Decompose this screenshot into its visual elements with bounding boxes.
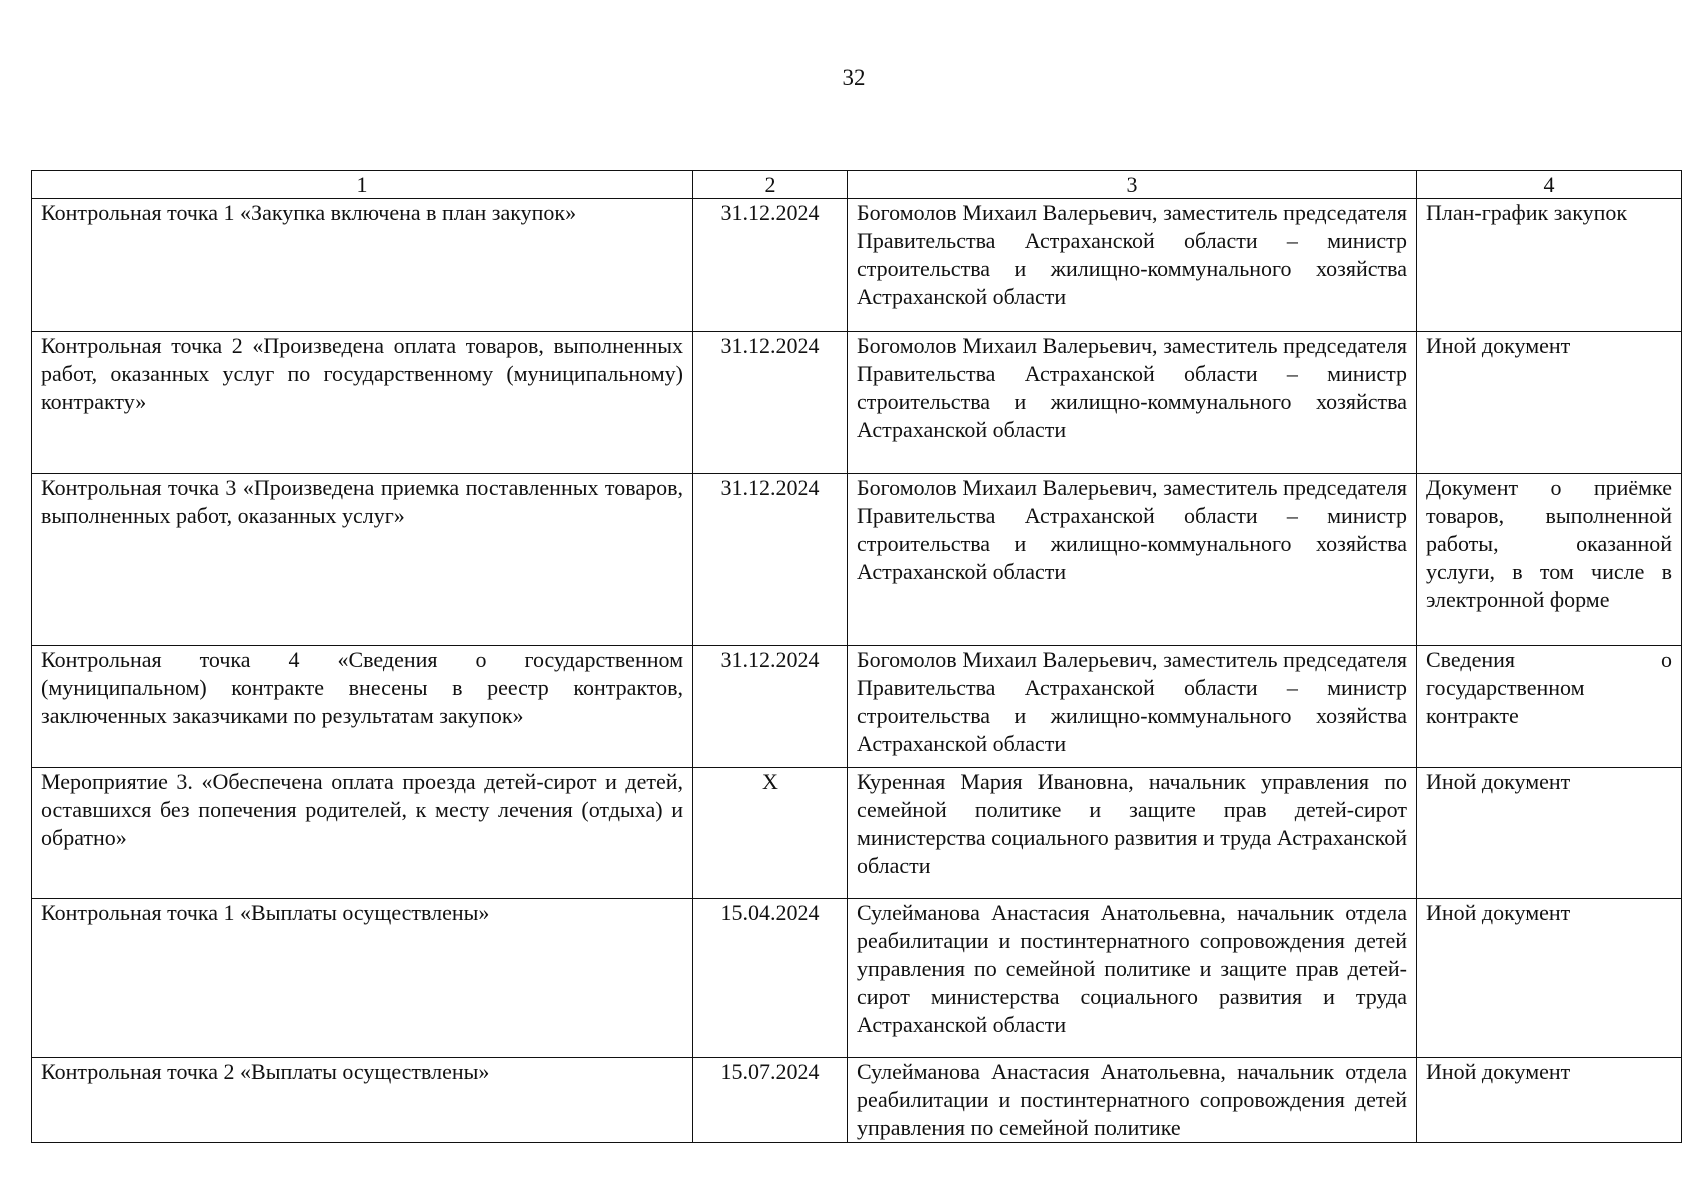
table-row [32,332,1682,474]
cell-date: X [693,768,848,899]
table-row [32,1058,1682,1143]
cell-document: Иной документ [1417,1058,1682,1143]
table-row [32,768,1682,899]
cell-name: Контрольная точка 1 «Закупка включена в план закупок» [32,199,693,332]
cell-name: Контрольная точка 1 «Выплаты осуществлены» [32,899,693,1058]
table-row [32,474,1682,646]
cell-document: Сведения о государственном контракте [1417,646,1682,768]
cell-document: Иной документ [1417,768,1682,899]
cell-name: Контрольная точка 2 «Произведена оплата товаров, выполненных работ, оказанных услуг по государственному (муниципальному) контракту» [32,332,693,474]
cell-responsible: Богомолов Михаил Валерьевич, заместитель председателя Правительства Астраханской области – министр строительства и жилищно-коммунального хозяйства Астраханской области [848,332,1417,474]
cell-name: Мероприятие 3. «Обеспечена оплата проезда детей-сирот и детей, оставшихся без попечения родителей, к месту лечения (отдыха) и обратно» [32,768,693,899]
column-header-2: 2 [693,171,848,199]
cell-date: 31.12.2024 [693,332,848,474]
cell-date: 31.12.2024 [693,646,848,768]
control-points-table [31,170,1682,1143]
cell-document: Иной документ [1417,332,1682,474]
column-header-4: 4 [1417,171,1682,199]
cell-name: Контрольная точка 4 «Сведения о государственном (муниципальном) контракте внесены в реестр контрактов, заключенных заказчиками по результатам закупок» [32,646,693,768]
cell-date: 15.04.2024 [693,899,848,1058]
column-header-1: 1 [32,171,693,199]
cell-document: План-график закупок [1417,199,1682,332]
cell-name: Контрольная точка 3 «Произведена приемка поставленных товаров, выполненных работ, оказанных услуг» [32,474,693,646]
cell-name: Контрольная точка 2 «Выплаты осуществлены» [32,1058,693,1143]
table-header-row [32,171,1682,199]
cell-document: Документ о приёмке товаров, выполненной работы, оказанной услуги, в том числе в электронной форме [1417,474,1682,646]
cell-date: 31.12.2024 [693,199,848,332]
cell-document: Иной документ [1417,899,1682,1058]
cell-responsible: Куренная Мария Ивановна, начальник управления по семейной политике и защите прав детей-сирот министерства социального развития и труда Астраханской области [848,768,1417,899]
table-row [32,899,1682,1058]
cell-responsible: Сулейманова Анастасия Анатольевна, начальник отдела реабилитации и постинтернатного сопровождения детей управления по семейной политике [848,1058,1417,1143]
cell-responsible: Богомолов Михаил Валерьевич, заместитель председателя Правительства Астраханской области – министр строительства и жилищно-коммунального хозяйства Астраханской области [848,199,1417,332]
cell-date: 15.07.2024 [693,1058,848,1143]
cell-date: 31.12.2024 [693,474,848,646]
table-row [32,199,1682,332]
table-row [32,646,1682,768]
page-number: 32 [842,65,866,90]
cell-responsible: Сулейманова Анастасия Анатольевна, начальник отдела реабилитации и постинтернатного сопровождения детей управления по семейной политике и защите прав детей-сирот министерства социального развития и труда Астраханской области [848,899,1417,1058]
cell-responsible: Богомолов Михаил Валерьевич, заместитель председателя Правительства Астраханской области – министр строительства и жилищно-коммунального хозяйства Астраханской области [848,646,1417,768]
cell-responsible: Богомолов Михаил Валерьевич, заместитель председателя Правительства Астраханской области – министр строительства и жилищно-коммунального хозяйства Астраханской области [848,474,1417,646]
column-header-3: 3 [848,171,1417,199]
